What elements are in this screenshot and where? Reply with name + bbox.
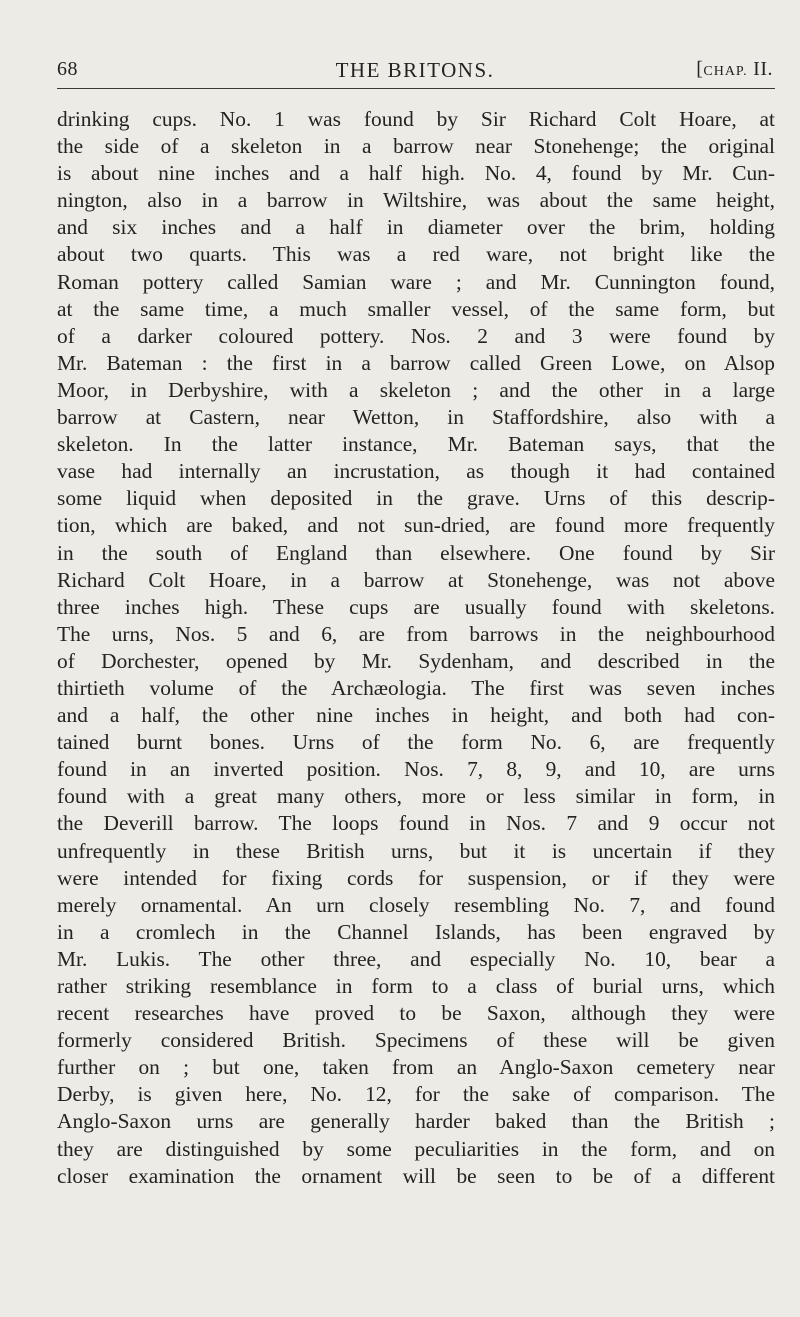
chapter-bracket: [	[696, 58, 704, 80]
text-line: skeleton. In the latter instance, Mr. Bateman says, that the	[57, 432, 775, 457]
page-header	[57, 58, 773, 84]
text-line: in a cromlech in the Channel Islands, has been engraved by	[57, 919, 775, 944]
text-line: Anglo-Saxon urns are generally harder baked than the British ;	[57, 1109, 775, 1134]
text-line: Derby, is given here, No. 12, for the sake of comparison. The	[57, 1082, 775, 1107]
text-line: about two quarts. This was a red ware, not bright like the	[57, 242, 775, 267]
text-line: drinking cups. No. 1 was found by Sir Richard Colt Hoare, at	[57, 107, 775, 131]
text-line: found with a great many others, more or less similar in form, in	[57, 784, 775, 809]
text-line: were intended for fixing cords for suspension, or if they were	[57, 865, 775, 890]
text-line: merely ornamental. An urn closely resembling No. 7, and found	[57, 892, 775, 917]
running-title: THE BRITONS.	[335, 58, 495, 82]
text-line: Mr. Bateman : the first in a barrow called Green Lowe, on Alsop	[57, 350, 775, 375]
text-line: formerly considered British. Specimens of these will be given	[57, 1028, 775, 1053]
text-line: of a darker coloured pottery. Nos. 2 and 3 were found by	[57, 323, 775, 348]
text-line: The urns, Nos. 5 and 6, are from barrows in the neighbourhood	[57, 621, 775, 646]
text-line: recent researches have proved to be Saxon, although they were	[57, 1001, 775, 1026]
text-line: thirtieth volume of the Archæologia. The first was seven inches	[57, 675, 775, 700]
body-text	[57, 106, 775, 1190]
text-line: further on ; but one, taken from an Anglo-Saxon cemetery near	[57, 1055, 775, 1080]
text-line: of Dorchester, opened by Mr. Sydenham, and described in the	[57, 648, 775, 673]
text-line: in the south of England than elsewhere. One found by Sir	[57, 540, 775, 565]
text-line: Richard Colt Hoare, in a barrow at Stonehenge, was not above	[57, 567, 775, 592]
text-line: the Deverill barrow. The loops found in Nos. 7 and 9 occur not	[57, 811, 775, 836]
text-line: Mr. Lukis. The other three, and especially No. 10, bear a	[57, 946, 775, 971]
text-line: three inches high. These cups are usually found with skeletons.	[57, 594, 775, 619]
text-line: some liquid when deposited in the grave. Urns of this descrip-	[57, 486, 775, 511]
text-line: closer examination the ornament will be seen to be of a different	[57, 1163, 775, 1188]
text-line: Moor, in Derbyshire, with a skeleton ; and the other in a large	[57, 377, 775, 402]
text-line: at the same time, a much smaller vessel, of the same form, but	[57, 296, 775, 321]
text-line: tained burnt bones. Urns of the form No. 6, are frequently	[57, 730, 775, 755]
text-line: they are distinguished by some peculiarities in the form, and on	[57, 1136, 775, 1161]
text-line: is about nine inches and a half high. No. 4, found by Mr. Cun-	[57, 161, 775, 186]
text-line: unfrequently in these British urns, but it is uncertain if they	[57, 838, 775, 863]
text-line: the side of a skeleton in a barrow near Stonehenge; the original	[57, 134, 775, 159]
text-line: vase had internally an incrustation, as though it had contained	[57, 459, 775, 484]
header-rule	[57, 88, 775, 89]
text-line: Roman pottery called Samian ware ; and Mr. Cunnington found,	[57, 269, 775, 294]
chapter-number: II.	[747, 58, 773, 80]
text-line: nington, also in a barrow in Wiltshire, was about the same height,	[57, 188, 775, 213]
text-line: barrow at Castern, near Wetton, in Staffordshire, also with a	[57, 405, 775, 430]
page-number: 68	[57, 58, 78, 80]
text-line: rather striking resemblance in form to a class of burial urns, which	[57, 974, 775, 998]
chapter-mark	[696, 58, 773, 81]
text-line: and a half, the other nine inches in height, and both had con-	[57, 703, 775, 728]
text-line: tion, which are baked, and not sun-dried, are found more frequently	[57, 513, 775, 538]
text-line: and six inches and a half in diameter over the brim, holding	[57, 215, 775, 240]
chapter-abbrev: CHAP.	[703, 64, 748, 79]
text-line: found in an inverted position. Nos. 7, 8, 9, and 10, are urns	[57, 757, 775, 782]
